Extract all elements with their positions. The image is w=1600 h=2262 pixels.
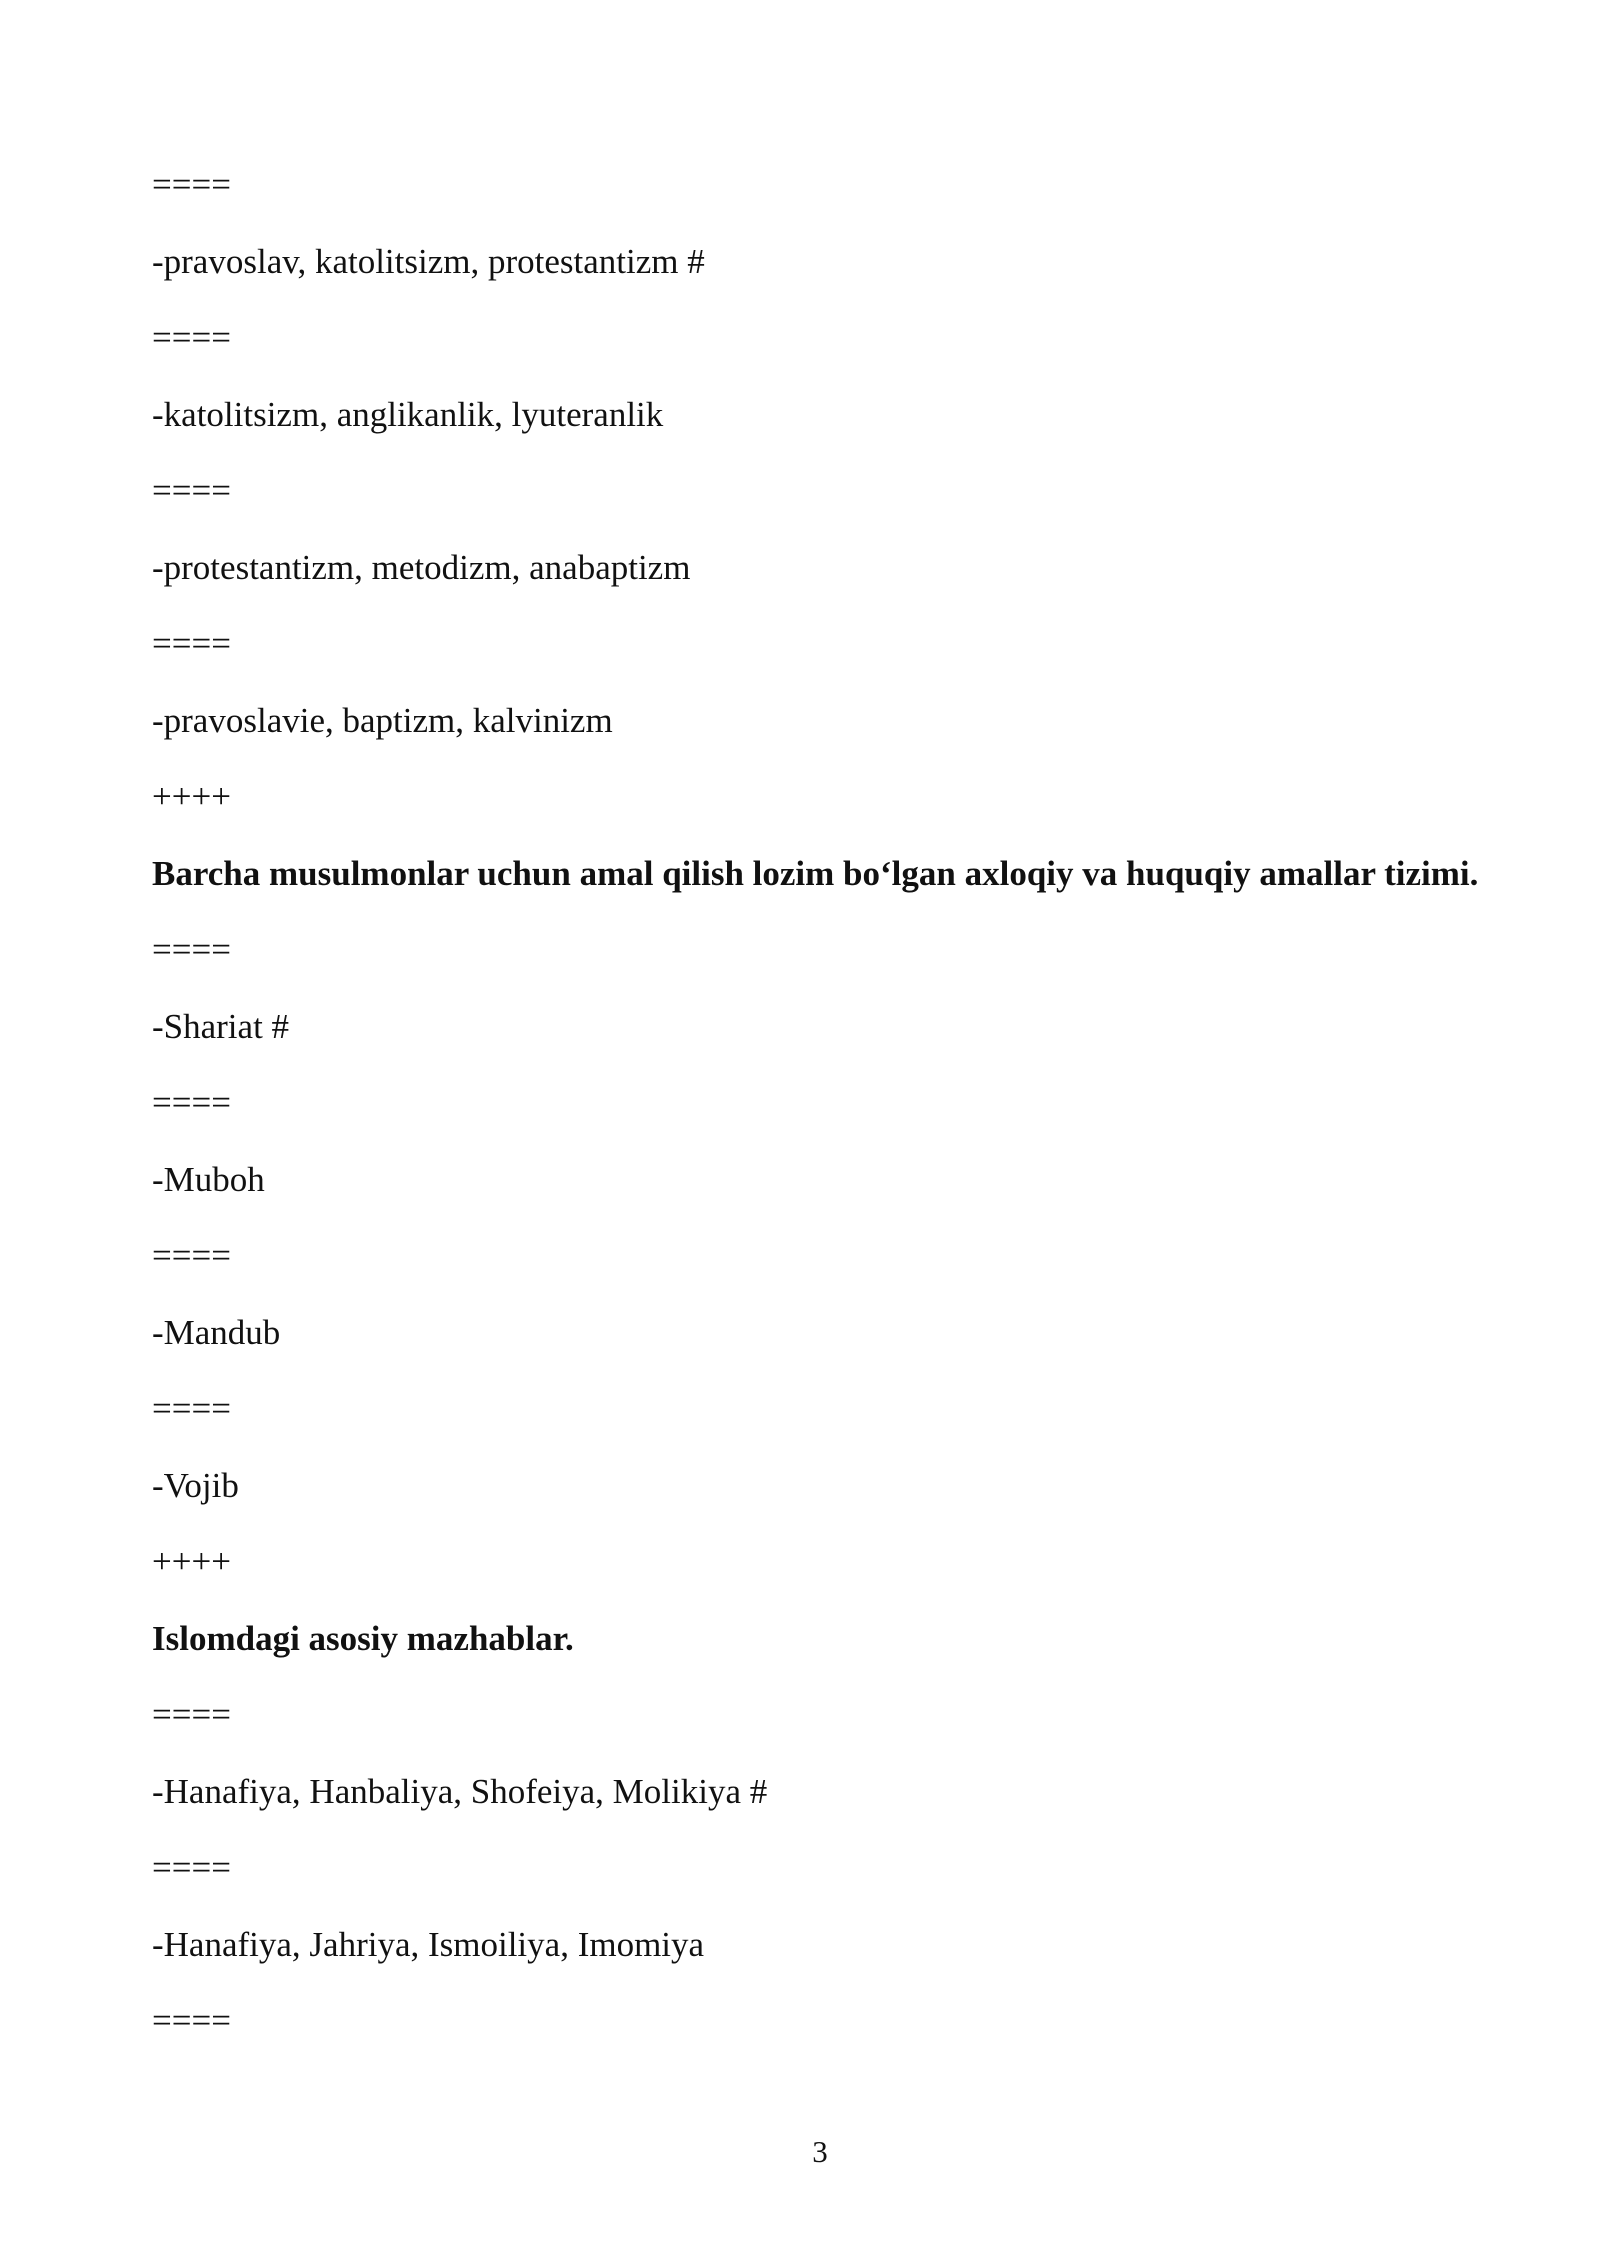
separator-line: ==== [152, 1848, 231, 1887]
separator-line: ==== [152, 1236, 231, 1275]
answer-option: -Shariat # [152, 1006, 290, 1046]
separator-line: ==== [152, 1083, 231, 1122]
separator-line: ==== [152, 2001, 231, 2040]
separator-line: ==== [152, 165, 231, 204]
answer-option: -Hanafiya, Jahriya, Ismoiliya, Imomiya [152, 1924, 705, 1964]
page-number: 3 [812, 2134, 828, 2169]
separator-line: ==== [152, 624, 231, 663]
question-separator: ++++ [152, 1542, 231, 1581]
question-text: Islomdagi asosiy mazhablar. [152, 1618, 574, 1658]
answer-option: -Hanafiya, Hanbaliya, Shofeiya, Molikiya # [152, 1771, 768, 1811]
answer-option: -Mandub [152, 1312, 281, 1352]
separator-line: ==== [152, 471, 231, 510]
question-separator: ++++ [152, 777, 231, 816]
separator-line: ==== [152, 1695, 231, 1734]
separator-line: ==== [152, 318, 231, 357]
answer-option: -katolitsizm, anglikanlik, lyuteranlik [152, 394, 664, 434]
answer-option: -Muboh [152, 1159, 265, 1199]
answer-option: -pravoslav, katolitsizm, protestantizm # [152, 241, 705, 281]
answer-option: -pravoslavie, baptizm, kalvinizm [152, 700, 613, 740]
question-text: Barcha musulmonlar uchun amal qilish lozim bo‘lgan axloqiy va huquqiy amallar tizimi. [152, 853, 1479, 893]
separator-line: ==== [152, 930, 231, 969]
answer-option: -protestantizm, metodizm, anabaptizm [152, 547, 691, 587]
document-body [152, 160, 1482, 2073]
separator-line: ==== [152, 1389, 231, 1428]
answer-option: -Vojib [152, 1465, 239, 1505]
